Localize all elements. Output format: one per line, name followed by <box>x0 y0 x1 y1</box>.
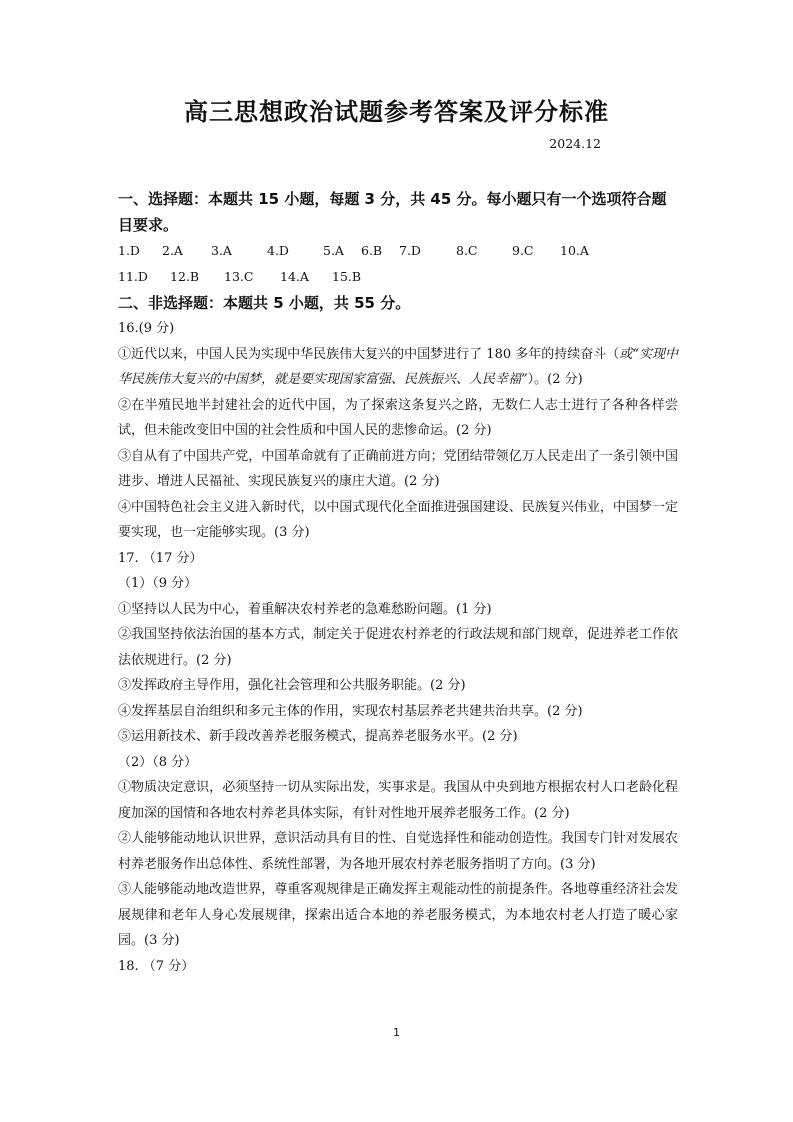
answer-item: 4.D <box>267 243 289 258</box>
q16-point-1-quote: 或“实现中华民族伟大复兴的中国梦，就是要实现国家富强、民族振兴、人民幸福” <box>118 346 678 387</box>
q17-sub2-point-1: ①物质决定意识，必须坚持一切从实际出发，实事求是。我国从中央到地方根据农村人口老龄化程度加深的国情和各地农村养老具体实际，有针对性地开展养老服务工作。(2 分) <box>118 780 678 821</box>
answer-item: 10.A <box>560 243 589 258</box>
question-18-label: 18. （7 分） <box>118 958 195 974</box>
answer-item: 15.B <box>332 269 362 284</box>
answer-row-2 <box>118 264 678 290</box>
answer-item: 6.B <box>361 243 383 258</box>
answer-item: 14.A <box>280 269 309 284</box>
answer-item: 2.A <box>162 243 183 258</box>
question-17-label: 17. （17 分） <box>118 550 203 566</box>
answer-row-1 <box>118 238 678 264</box>
q16-point-1 <box>118 342 678 393</box>
page-number: 1 <box>393 1026 400 1039</box>
q17-sub2-label: （2）（8 分） <box>118 754 198 770</box>
q16-point-1-text: ①近代以来，中国人民为实现中华民族伟大复兴的中国梦进行了 180 多年的持续奋斗（ <box>118 346 620 362</box>
answer-item: 13.C <box>224 269 254 284</box>
answer-item: 11.D <box>118 269 148 284</box>
q17-sub2-point-3: ③人能够能动地改造世界，尊重客观规律是正确发挥主观能动性的前提条件。各地尊重经济社会发展规律和老年人身心发展规律，探索出适合本地的养老服务模式，为本地农村老人打造了暖心家园。(3 分) <box>118 882 678 948</box>
q17-sub1-point-2: ②我国坚持依法治国的基本方式，制定关于促进农村养老的行政法规和部门规章，促进养老工作依法依规进行。(2 分) <box>118 627 678 668</box>
q17-sub1-label: （1）（9 分） <box>118 576 198 591</box>
q16-point-4: ④中国特色社会主义进入新时代，以中国式现代化全面推进强国建设、民族复兴伟业，中国梦一定要实现，也一定能够实现。(3 分) <box>118 499 678 540</box>
q17-sub1-point-3: ③发挥政府主导作用，强化社会管理和公共服务职能。(2 分) <box>118 678 466 693</box>
q16-point-2: ②在半殖民地半封建社会的近代中国，为了探索这条复兴之路，无数仁人志士进行了各种各样尝试，但未能改变旧中国的社会性质和中国人民的悲惨命运。(2 分) <box>118 397 678 438</box>
question-16-label: 16.(9 分) <box>118 321 175 336</box>
answer-item: 1.D <box>118 243 140 258</box>
document-title: 高三思想政治试题参考答案及评分标准 <box>184 98 609 126</box>
q17-sub2-point-2: ②人能够能动地认识世界，意识活动具有目的性、自觉选择性和能动创造性。我国专门针对发展农村养老服务作出总体性、系统性部署，为各地开展农村养老服务指明了方向。(3 分) <box>118 831 678 872</box>
answer-item: 8.C <box>456 243 478 258</box>
answer-item: 9.C <box>512 243 534 258</box>
q17-sub1-point-1: ①坚持以人民为中心，着重解决农村养老的急难愁盼问题。(1 分) <box>118 601 492 617</box>
answer-item: 12.B <box>170 269 200 284</box>
q16-point-3: ③自从有了中国共产党，中国革命就有了正确前进方向；党团结带领亿万人民走出了一条引领中国进步、增进人民福祉、实现民族复兴的康庄大道。(2 分) <box>118 448 678 489</box>
document-date: 2024.12 <box>549 136 601 151</box>
q17-sub1-point-4: ④发挥基层自治组织和多元主体的作用，实现农村基层养老共建共治共享。(2 分) <box>118 703 583 719</box>
document-body <box>118 186 678 979</box>
answer-item: 5.A <box>323 243 344 258</box>
section2-heading: 二、非选择题：本题共 5 小题，共 55 分。 <box>118 294 411 312</box>
section1-heading: 一、选择题：本题共 15 小题，每题 3 分，共 45 分。每小题只有一个选项符合题目要求。 <box>118 190 667 234</box>
q17-sub1-point-5: ⑤运用新技术、新手段改善养老服务模式，提高养老服务水平。(2 分) <box>118 729 518 744</box>
answer-item: 3.A <box>211 243 232 258</box>
answer-item: 7.D <box>399 243 421 258</box>
q16-point-1-score: ）。(2 分) <box>527 372 583 387</box>
